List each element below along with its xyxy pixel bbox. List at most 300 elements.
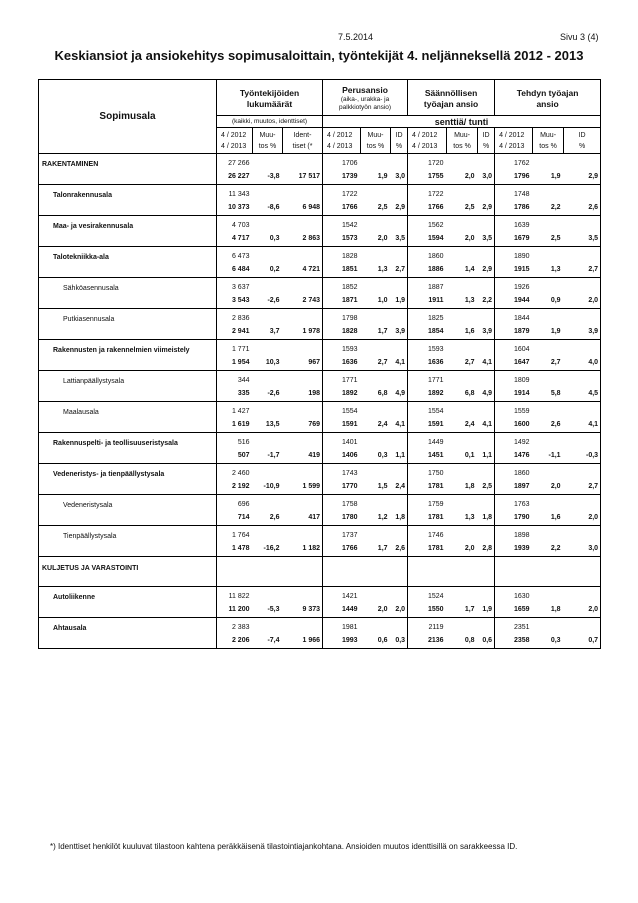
perusansio-change-value: 1,0 bbox=[377, 297, 388, 304]
spacer bbox=[361, 157, 388, 170]
saannollisen-id-cell bbox=[478, 247, 495, 278]
saannollisen-2013-value: 1766 bbox=[427, 204, 444, 211]
spacer bbox=[361, 374, 388, 387]
saannollisen-id-cell bbox=[478, 587, 495, 618]
saannollisen-values-cell bbox=[408, 185, 447, 216]
count-change-cell bbox=[253, 247, 283, 278]
count-identical-value: 967 bbox=[308, 359, 321, 366]
saannollisen-id-value: 1,9 bbox=[482, 606, 493, 613]
count-note: (kaikki, muutos, identtiset) bbox=[217, 116, 323, 128]
count-identical-value: 2 863 bbox=[302, 235, 321, 242]
spacer bbox=[283, 188, 321, 201]
count-identical-value: 769 bbox=[308, 421, 321, 428]
spacer bbox=[478, 374, 493, 387]
spacer bbox=[533, 621, 561, 634]
count-2012-value: 3 637 bbox=[231, 284, 250, 291]
count-values-cell bbox=[217, 464, 253, 495]
tehdyn-id-cell bbox=[564, 278, 601, 309]
perusansio-id-cell bbox=[391, 618, 408, 649]
perusansio-values-cell bbox=[323, 587, 361, 618]
count-change-value: 3,7 bbox=[269, 328, 280, 335]
count-change-value: 13,5 bbox=[265, 421, 280, 428]
tehdyn-id-cell bbox=[564, 464, 601, 495]
perusansio-2012-value: 1798 bbox=[341, 315, 358, 322]
footnote: *) Identtiset henkilöt kuuluvat tilastoon kahtena peräkkäisenä tilastointiajankohtana. Ansioiden muutos identtisillä on sarakkeessa ID. bbox=[50, 842, 518, 851]
count-identical-value: 1 182 bbox=[302, 545, 321, 552]
tehdyn-2012-value: 1762 bbox=[513, 160, 530, 167]
col-period-a: 4 / 2012 bbox=[499, 131, 525, 139]
saannollisen-change-cell bbox=[447, 154, 478, 185]
count-values-cell bbox=[217, 495, 253, 526]
perusansio-2013-value: 1851 bbox=[341, 266, 358, 273]
spacer bbox=[447, 405, 475, 418]
col-ident bbox=[283, 128, 323, 154]
table-row bbox=[39, 433, 601, 464]
tehdyn-change-cell bbox=[533, 495, 564, 526]
col-muutos-a: Muu- bbox=[367, 131, 384, 139]
perusansio-values-cell bbox=[323, 371, 361, 402]
spacer bbox=[478, 219, 493, 232]
tehdyn-2012-value: 1890 bbox=[513, 253, 530, 260]
perusansio-values-cell bbox=[323, 154, 361, 185]
spacer bbox=[447, 281, 475, 294]
spacer bbox=[533, 281, 561, 294]
spacer bbox=[391, 621, 406, 634]
spacer bbox=[533, 312, 561, 325]
perusansio-change-cell bbox=[361, 340, 391, 371]
spacer bbox=[391, 157, 406, 170]
perusansio-2013-value: 1871 bbox=[341, 297, 358, 304]
count-change-value: 0,2 bbox=[269, 266, 280, 273]
spacer bbox=[391, 529, 406, 542]
tehdyn-change-cell bbox=[533, 464, 564, 495]
perusansio-change-cell bbox=[361, 185, 391, 216]
tehdyn-2013-value: 1944 bbox=[513, 297, 530, 304]
perusansio-2012-value: 1593 bbox=[341, 346, 358, 353]
count-values-cell bbox=[217, 185, 253, 216]
perusansio-2013-value: 1766 bbox=[341, 545, 358, 552]
perusansio-2013-value: 1449 bbox=[341, 606, 358, 613]
tehdyn-2013-value: 1879 bbox=[513, 328, 530, 335]
tehdyn-id-cell bbox=[564, 309, 601, 340]
saannollisen-2013-value: 1591 bbox=[427, 421, 444, 428]
saannollisen-2012-value: 2119 bbox=[428, 624, 444, 631]
count-2012-value: 1 764 bbox=[231, 532, 250, 539]
row-label: Maa- ja vesirakennusala bbox=[39, 216, 217, 247]
spacer bbox=[533, 590, 561, 603]
perusansio-2012-value: 1852 bbox=[341, 284, 358, 291]
count-values-cell bbox=[217, 618, 253, 649]
perusansio-change-value: 1,3 bbox=[377, 266, 388, 273]
spacer bbox=[478, 529, 493, 542]
col-id bbox=[391, 128, 408, 154]
count-2013-value: 3 543 bbox=[231, 297, 250, 304]
count-values-cell bbox=[217, 154, 253, 185]
spacer bbox=[253, 219, 280, 232]
tehdyn-2012-value: 1604 bbox=[513, 346, 530, 353]
count-2012-value: 1 771 bbox=[231, 346, 250, 353]
spacer bbox=[253, 621, 280, 634]
saannollisen-id-cell bbox=[478, 216, 495, 247]
spacer bbox=[253, 343, 280, 356]
count-2012-value: 344 bbox=[237, 377, 250, 384]
count-2013-value: 1 619 bbox=[231, 421, 250, 428]
perusansio-2013-value: 1573 bbox=[341, 235, 358, 242]
saannollisen-change-cell bbox=[447, 216, 478, 247]
tehdyn-id-cell bbox=[564, 402, 601, 433]
saannollisen-2012-value: 1860 bbox=[427, 253, 444, 260]
perusansio-id-value: 4,1 bbox=[395, 359, 406, 366]
spacer bbox=[447, 436, 475, 449]
perusansio-2012-value: 1981 bbox=[341, 624, 358, 631]
spacer bbox=[283, 157, 321, 170]
perusansio-change-value: 1,7 bbox=[377, 545, 388, 552]
perusansio-change-value: 1,9 bbox=[377, 173, 388, 180]
tehdyn-values-cell bbox=[495, 495, 533, 526]
perusansio-change-cell bbox=[361, 247, 391, 278]
tehdyn-change-cell bbox=[533, 185, 564, 216]
count-2012-value: 2 383 bbox=[231, 624, 250, 631]
perusansio-id-value: 2,4 bbox=[395, 483, 406, 490]
perusansio-change-value: 2,4 bbox=[377, 421, 388, 428]
group-tehdyn-line1: Tehdyn työajan bbox=[516, 87, 579, 98]
tehdyn-id-value: 3,5 bbox=[588, 235, 599, 242]
table-row bbox=[39, 216, 601, 247]
spacer bbox=[253, 374, 280, 387]
tehdyn-2012-value: 2351 bbox=[513, 624, 530, 631]
perusansio-id-cell bbox=[391, 185, 408, 216]
spacer bbox=[533, 529, 561, 542]
tehdyn-2013-value: 1897 bbox=[513, 483, 530, 490]
saannollisen-values-cell bbox=[408, 557, 447, 587]
spacer bbox=[564, 529, 599, 542]
tehdyn-values-cell bbox=[495, 247, 533, 278]
count-change-cell bbox=[253, 154, 283, 185]
tehdyn-id-value: 2,6 bbox=[588, 204, 599, 211]
perusansio-id-value: 2,6 bbox=[395, 545, 406, 552]
perusansio-2013-value: 1406 bbox=[341, 452, 358, 459]
spacer bbox=[391, 374, 406, 387]
spacer bbox=[283, 405, 321, 418]
tehdyn-id-value: 3,0 bbox=[588, 545, 599, 552]
group-tyontekijoiden-line2: lukumäärät bbox=[246, 98, 293, 109]
count-identical-value: 1 978 bbox=[302, 328, 321, 335]
tehdyn-2012-value: 1630 bbox=[513, 593, 530, 600]
saannollisen-id-cell bbox=[478, 340, 495, 371]
count-change-value: 0,3 bbox=[269, 235, 280, 242]
row-label: Sähköasennusala bbox=[39, 278, 217, 309]
count-values-cell bbox=[217, 371, 253, 402]
count-2013-value: 4 717 bbox=[231, 235, 250, 242]
spacer bbox=[283, 436, 321, 449]
tehdyn-values-cell bbox=[495, 526, 533, 557]
perusansio-change-value: 0,6 bbox=[377, 637, 388, 644]
spacer bbox=[564, 250, 599, 263]
col-period-b: 4 / 2013 bbox=[412, 142, 438, 150]
perusansio-change-value: 1,5 bbox=[377, 483, 388, 490]
saannollisen-2013-value: 1781 bbox=[427, 514, 444, 521]
saannollisen-id-cell bbox=[478, 278, 495, 309]
count-values-cell bbox=[217, 587, 253, 618]
saannollisen-2012-value: 1825 bbox=[427, 315, 444, 322]
table-body bbox=[39, 154, 601, 649]
tehdyn-id-cell bbox=[564, 526, 601, 557]
tehdyn-id-value: 2,7 bbox=[588, 483, 599, 490]
spacer bbox=[447, 343, 475, 356]
count-2013-value: 335 bbox=[237, 390, 250, 397]
perusansio-id-value: 4,1 bbox=[395, 421, 406, 428]
count-change-value: -2,6 bbox=[267, 390, 280, 397]
col-muutos-a: Muu- bbox=[540, 131, 557, 139]
perusansio-change-value: 2,0 bbox=[377, 606, 388, 613]
spacer bbox=[253, 498, 280, 511]
col-period-a: 4 / 2012 bbox=[221, 131, 247, 139]
perusansio-change-cell bbox=[361, 557, 391, 587]
spacer bbox=[391, 590, 406, 603]
saannollisen-2012-value: 1746 bbox=[427, 532, 444, 539]
col-period bbox=[495, 128, 533, 154]
perusansio-id-cell bbox=[391, 526, 408, 557]
spacer bbox=[478, 157, 493, 170]
col-period-b: 4 / 2013 bbox=[221, 142, 247, 150]
saannollisen-2013-value: 1911 bbox=[428, 297, 444, 304]
saannollisen-change-value: 2,4 bbox=[464, 421, 475, 428]
spacer bbox=[564, 498, 599, 511]
tehdyn-2012-value: 1809 bbox=[513, 377, 530, 384]
spacer bbox=[253, 188, 280, 201]
col-id bbox=[478, 128, 495, 154]
col-period bbox=[217, 128, 253, 154]
spacer bbox=[361, 590, 388, 603]
saannollisen-change-cell bbox=[447, 464, 478, 495]
spacer bbox=[283, 250, 321, 263]
saannollisen-change-value: 0,8 bbox=[464, 637, 475, 644]
col-period-b: 4 / 2013 bbox=[499, 142, 525, 150]
col-muutos-b: tos % bbox=[366, 142, 385, 150]
saannollisen-change-value: 1,7 bbox=[464, 606, 475, 613]
spacer bbox=[283, 529, 321, 542]
saannollisen-2013-value: 1886 bbox=[427, 266, 444, 273]
tehdyn-2013-value: 1659 bbox=[513, 606, 530, 613]
count-identical-cell bbox=[283, 618, 323, 649]
saannollisen-change-value: 2,7 bbox=[464, 359, 475, 366]
group-perusansio-sub1: (aika-, urakka- ja bbox=[340, 96, 390, 103]
spacer bbox=[447, 312, 475, 325]
count-change-cell bbox=[253, 278, 283, 309]
tehdyn-id-cell bbox=[564, 216, 601, 247]
spacer bbox=[533, 467, 561, 480]
count-2012-value: 6 473 bbox=[231, 253, 250, 260]
count-identical-cell bbox=[283, 278, 323, 309]
saannollisen-change-cell bbox=[447, 371, 478, 402]
tehdyn-id-value: 3,9 bbox=[588, 328, 599, 335]
row-label: Vedeneristysala bbox=[39, 495, 217, 526]
saannollisen-2012-value: 1449 bbox=[427, 439, 444, 446]
row-label: Lattianpäällystysala bbox=[39, 371, 217, 402]
tehdyn-2013-value: 1914 bbox=[513, 390, 530, 397]
count-values-cell bbox=[217, 247, 253, 278]
spacer bbox=[564, 590, 599, 603]
tehdyn-change-value: 2,0 bbox=[550, 483, 561, 490]
saannollisen-2013-value: 1854 bbox=[427, 328, 444, 335]
perusansio-change-value: 6,8 bbox=[377, 390, 388, 397]
tehdyn-values-cell bbox=[495, 371, 533, 402]
tehdyn-2012-value: 1559 bbox=[513, 408, 530, 415]
spacer bbox=[478, 436, 493, 449]
spacer bbox=[478, 312, 493, 325]
group-tehdyn bbox=[495, 80, 601, 116]
tehdyn-change-value: 1,8 bbox=[550, 606, 561, 613]
perusansio-change-cell bbox=[361, 278, 391, 309]
count-change-value: -1,7 bbox=[267, 452, 280, 459]
tehdyn-values-cell bbox=[495, 433, 533, 464]
table-row bbox=[39, 371, 601, 402]
tehdyn-change-cell bbox=[533, 247, 564, 278]
tehdyn-values-cell bbox=[495, 557, 533, 587]
saannollisen-2013-value: 1755 bbox=[427, 173, 444, 180]
saannollisen-2013-value: 1550 bbox=[427, 606, 444, 613]
col-ident-b: tiset (* bbox=[292, 142, 313, 150]
saannollisen-values-cell bbox=[408, 526, 447, 557]
tehdyn-change-value: 1,9 bbox=[550, 328, 561, 335]
count-values-cell bbox=[217, 216, 253, 247]
saannollisen-id-value: 1,8 bbox=[482, 514, 493, 521]
count-2012-value: 2 460 bbox=[231, 470, 250, 477]
table-section-heading bbox=[39, 557, 601, 587]
spacer bbox=[391, 281, 406, 294]
saannollisen-2012-value: 1562 bbox=[427, 222, 444, 229]
count-identical-cell bbox=[283, 154, 323, 185]
perusansio-values-cell bbox=[323, 340, 361, 371]
spacer bbox=[533, 157, 561, 170]
count-2012-value: 516 bbox=[237, 439, 250, 446]
col-muutos-a: Muu- bbox=[454, 131, 471, 139]
perusansio-2013-value: 1780 bbox=[341, 514, 358, 521]
perusansio-2012-value: 1554 bbox=[341, 408, 358, 415]
tehdyn-id-value: 2,0 bbox=[588, 606, 599, 613]
spacer bbox=[361, 188, 388, 201]
col-period-a: 4 / 2012 bbox=[327, 131, 353, 139]
saannollisen-change-value: 2,5 bbox=[464, 204, 475, 211]
tehdyn-values-cell bbox=[495, 464, 533, 495]
col-muutos bbox=[253, 128, 283, 154]
saannollisen-change-value: 1,8 bbox=[464, 483, 475, 490]
count-2012-value: 11 822 bbox=[228, 593, 250, 600]
saannollisen-2013-value: 1636 bbox=[427, 359, 444, 366]
tehdyn-change-cell bbox=[533, 278, 564, 309]
perusansio-change-cell bbox=[361, 309, 391, 340]
group-tehdyn-line2: ansio bbox=[536, 98, 559, 109]
saannollisen-change-cell bbox=[447, 247, 478, 278]
tehdyn-id-cell bbox=[564, 618, 601, 649]
table-row bbox=[39, 247, 601, 278]
row-label: Maalausala bbox=[39, 402, 217, 433]
spacer bbox=[564, 467, 599, 480]
count-2013-value: 507 bbox=[237, 452, 250, 459]
table-row bbox=[39, 278, 601, 309]
row-label: RAKENTAMINEN bbox=[39, 154, 217, 185]
perusansio-id-cell bbox=[391, 495, 408, 526]
tehdyn-values-cell bbox=[495, 402, 533, 433]
saannollisen-change-value: 6,8 bbox=[464, 390, 475, 397]
row-label: Rakennusten ja rakennelmien viimeistely bbox=[39, 340, 217, 371]
perusansio-values-cell bbox=[323, 618, 361, 649]
col-muutos-b: tos % bbox=[453, 142, 471, 150]
count-values-cell bbox=[217, 433, 253, 464]
saannollisen-2012-value: 1593 bbox=[427, 346, 444, 353]
tehdyn-change-value: 0,9 bbox=[550, 297, 561, 304]
table-row bbox=[39, 402, 601, 433]
saannollisen-id-value: 3,9 bbox=[482, 328, 493, 335]
saannollisen-id-cell bbox=[478, 433, 495, 464]
tehdyn-change-value: 2,5 bbox=[550, 235, 561, 242]
saannollisen-id-value: 2,9 bbox=[482, 204, 493, 211]
count-identical-cell bbox=[283, 495, 323, 526]
saannollisen-change-cell bbox=[447, 185, 478, 216]
count-change-cell bbox=[253, 340, 283, 371]
count-2012-value: 4 703 bbox=[231, 222, 250, 229]
count-2012-value: 1 427 bbox=[231, 408, 250, 415]
count-values-cell bbox=[217, 309, 253, 340]
perusansio-id-cell bbox=[391, 278, 408, 309]
col-id-b: % bbox=[395, 142, 403, 150]
tehdyn-id-value: 4,5 bbox=[588, 390, 599, 397]
saannollisen-id-cell bbox=[478, 618, 495, 649]
spacer bbox=[533, 374, 561, 387]
perusansio-values-cell bbox=[323, 278, 361, 309]
spacer bbox=[361, 343, 388, 356]
count-values-cell bbox=[217, 278, 253, 309]
saannollisen-change-value: 2,0 bbox=[464, 235, 475, 242]
saannollisen-2013-value: 1781 bbox=[427, 545, 444, 552]
spacer bbox=[478, 343, 493, 356]
earnings-table bbox=[38, 79, 601, 649]
perusansio-values-cell bbox=[323, 247, 361, 278]
tehdyn-id-value: 2,9 bbox=[588, 173, 599, 180]
tehdyn-change-cell bbox=[533, 618, 564, 649]
saannollisen-change-value: 2,0 bbox=[464, 545, 475, 552]
saannollisen-change-cell bbox=[447, 557, 478, 587]
spacer bbox=[283, 374, 321, 387]
perusansio-change-value: 2,0 bbox=[377, 235, 388, 242]
spacer bbox=[533, 219, 561, 232]
saannollisen-change-value: 1,6 bbox=[464, 328, 475, 335]
saannollisen-values-cell bbox=[408, 618, 447, 649]
count-change-value: -3,8 bbox=[267, 173, 280, 180]
count-change-value: 10,3 bbox=[265, 359, 280, 366]
perusansio-change-value: 2,5 bbox=[377, 204, 388, 211]
saannollisen-values-cell bbox=[408, 464, 447, 495]
spacer bbox=[283, 281, 321, 294]
perusansio-values-cell bbox=[323, 402, 361, 433]
count-change-cell bbox=[253, 216, 283, 247]
table-row bbox=[39, 526, 601, 557]
tehdyn-id-cell bbox=[564, 495, 601, 526]
table-row bbox=[39, 185, 601, 216]
count-change-cell bbox=[253, 309, 283, 340]
table-row bbox=[39, 618, 601, 649]
spacer bbox=[564, 281, 599, 294]
col-id-a: ID bbox=[578, 131, 586, 139]
count-change-cell bbox=[253, 433, 283, 464]
saannollisen-change-cell bbox=[447, 587, 478, 618]
perusansio-2013-value: 1892 bbox=[341, 390, 358, 397]
spacer bbox=[447, 498, 475, 511]
saannollisen-id-value: 3,0 bbox=[482, 173, 493, 180]
count-values-cell bbox=[217, 340, 253, 371]
row-label: Tienpäällystysala bbox=[39, 526, 217, 557]
perusansio-change-cell bbox=[361, 526, 391, 557]
